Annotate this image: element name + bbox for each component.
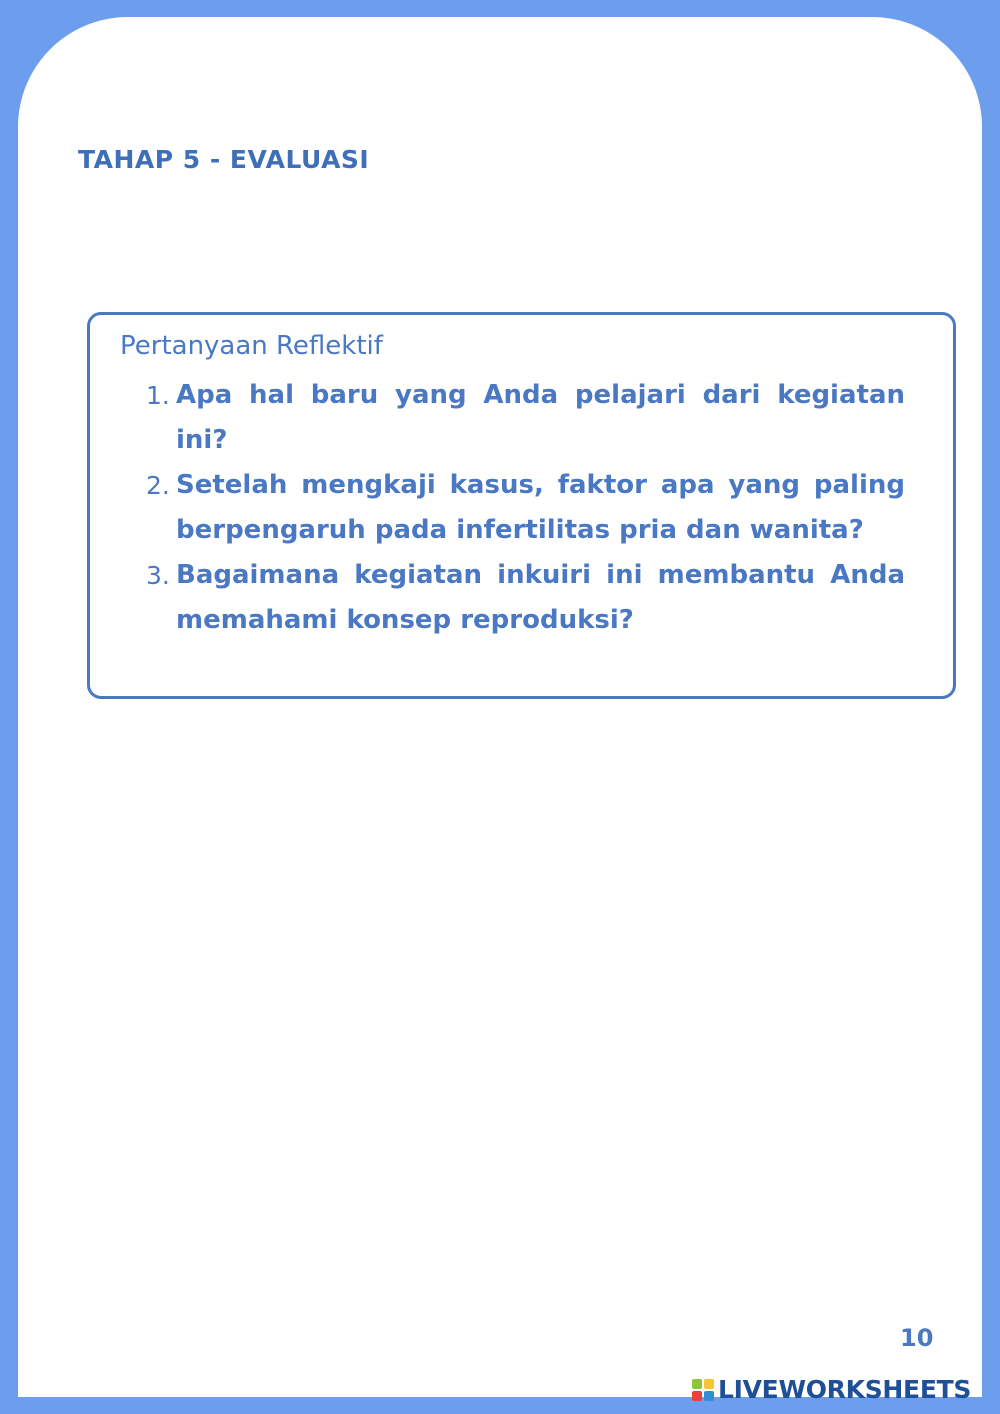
question-number: 2. [146, 471, 170, 500]
question-text: Bagaimana kegiatan inkuiri ini membantu Anda memahami konsep reproduksi? [176, 560, 905, 635]
worksheet-page [18, 17, 982, 1397]
question-text: Setelah mengkaji kasus, faktor apa yang paling berpengaruh pada infertilitas pria dan wanita? [176, 470, 905, 545]
question-text: Apa hal baru yang Anda pelajari dari kegiatan ini? [176, 380, 905, 455]
stage-title: TAHAP 5 - EVALUASI [78, 145, 370, 174]
watermark-text: LIVEWORKSHEETS [718, 1375, 972, 1404]
page-number: 10 [900, 1324, 934, 1352]
liveworksheets-logo-icon [692, 1379, 714, 1401]
question-item [90, 373, 953, 463]
question-number: 1. [146, 381, 170, 410]
logo-square-blue [704, 1391, 714, 1401]
question-number: 3. [146, 561, 170, 590]
question-item [90, 553, 953, 643]
logo-square-yellow [704, 1379, 714, 1389]
reflection-card [87, 312, 956, 699]
reflection-title: Pertanyaan Reflektif [120, 331, 383, 361]
question-list [90, 373, 953, 643]
logo-square-green [692, 1379, 702, 1389]
question-item [90, 463, 953, 553]
liveworksheets-watermark[interactable] [692, 1376, 971, 1404]
logo-square-red [692, 1391, 702, 1401]
